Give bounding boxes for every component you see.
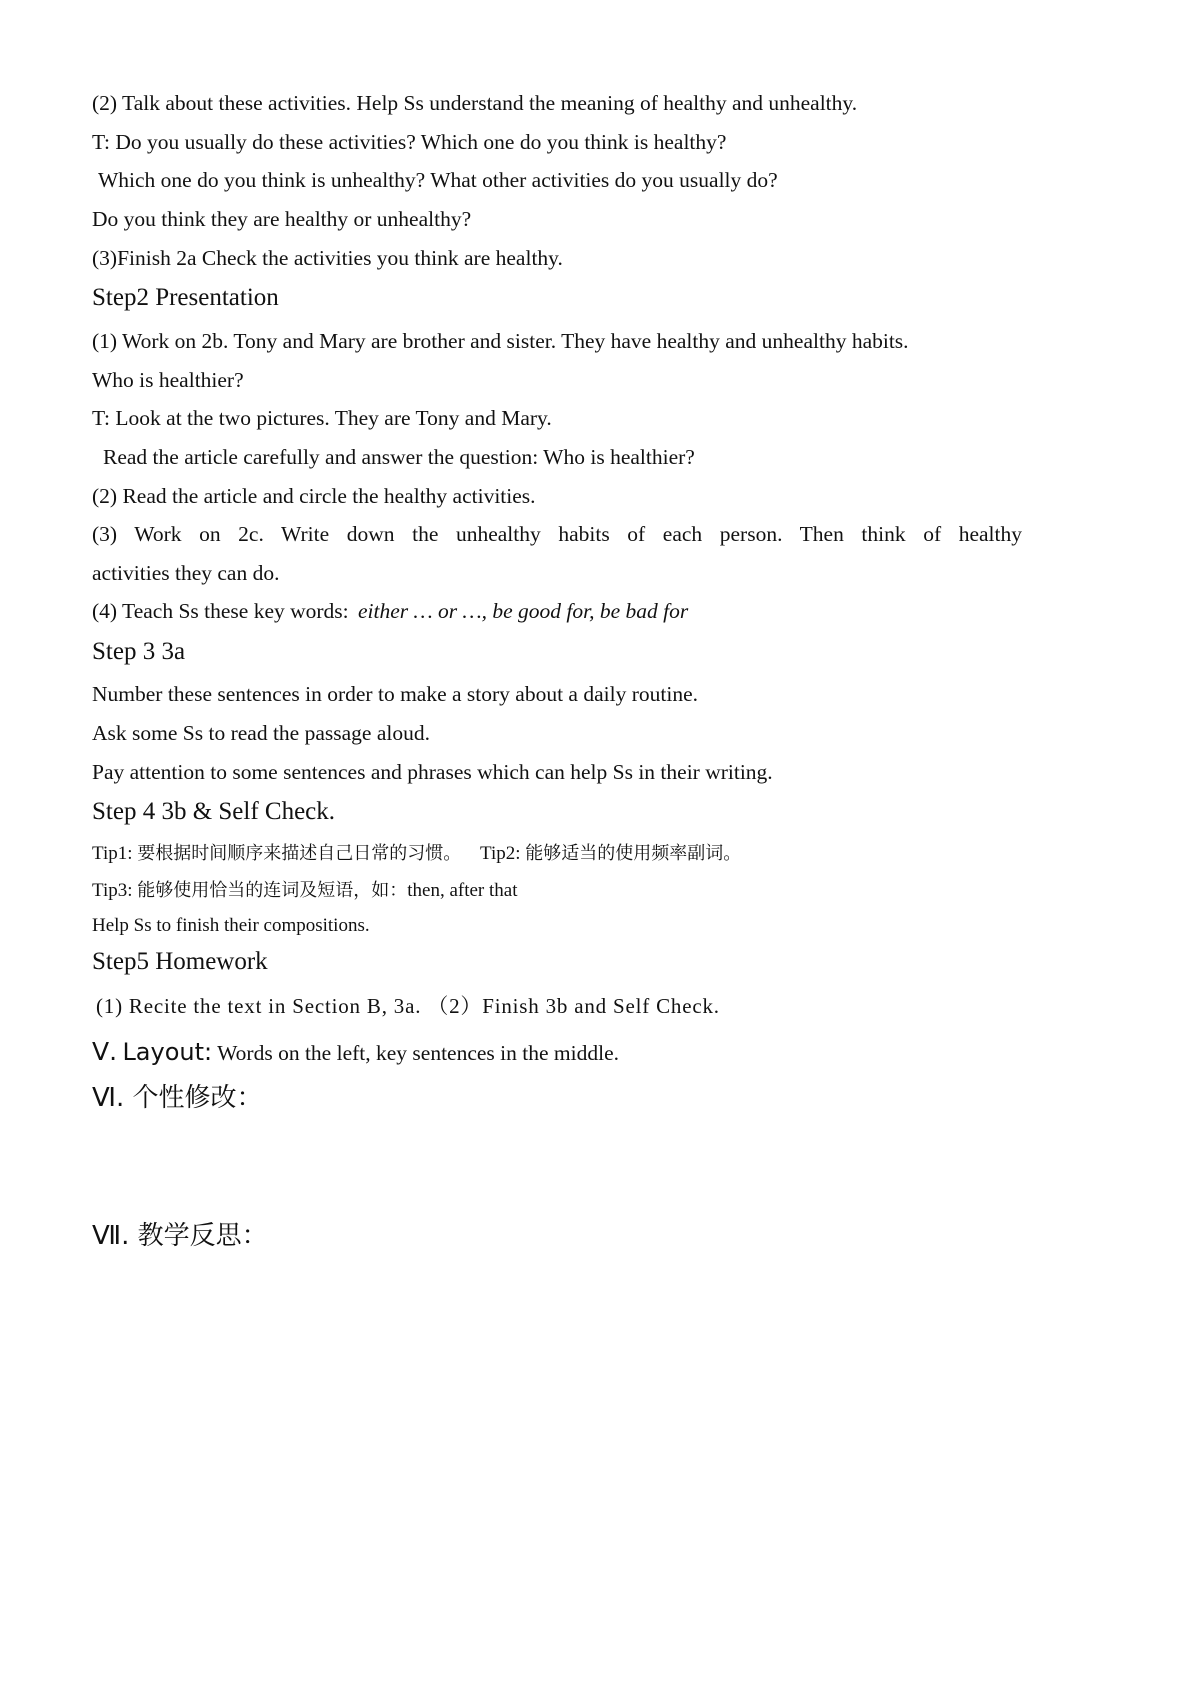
- text-line-work-on-2c: (3) Work on 2c. Write down the unhealthy habits of each person. Then think of healthy: [92, 522, 1022, 546]
- tips-line-1: [92, 842, 741, 866]
- section-vi-heading: Ⅵ. 个性修改：: [92, 1083, 263, 1113]
- text-line-healthy-or-unhealthy: Do you think they are healthy or unhealthy?: [92, 207, 472, 231]
- text-line-work-on-2b: (1) Work on 2b. Tony and Mary are brother and sister. They have healthy and unhealthy habits.: [92, 329, 909, 353]
- text-line-finish-2a: (3)Finish 2a Check the activities you think are healthy.: [92, 246, 563, 270]
- text-line-circle-activities: (2) Read the article and circle the healthy activities.: [92, 484, 536, 508]
- text-line-number-sentences: Number these sentences in order to make a story about a daily routine.: [92, 682, 698, 706]
- text-line-teacher-question: T: Do you usually do these activities? Which one do you think is healthy?: [92, 130, 727, 154]
- tip1-label: Tip1:: [92, 843, 138, 864]
- text-line-homework: (1) Recite the text in Section B, 3a. （2）Finish 3b and Self Check.: [96, 994, 720, 1018]
- text-line-read-carefully: Read the article carefully and answer the question: Who is healthier?: [103, 445, 695, 469]
- text-line-key-words: [92, 598, 688, 624]
- step4-heading: Step 4 3b & Self Check.: [92, 798, 336, 825]
- step3-heading: Step 3 3a: [92, 638, 186, 665]
- section-vii-heading: Ⅶ. 教学反思：: [92, 1221, 268, 1251]
- section-v-layout: [92, 1036, 619, 1068]
- key-words-italic: either … or …, be good for, be bad for: [358, 599, 689, 623]
- text-line-talk-activities: (2) Talk about these activities. Help Ss understand the meaning of healthy and unhealthy.: [92, 91, 858, 115]
- section-v-numeral: Ⅴ.: [92, 1037, 118, 1066]
- tip3-label: Tip3:: [92, 880, 138, 901]
- text-line-help-compositions: Help Ss to finish their compositions.: [92, 915, 370, 936]
- text-line-unhealthy-question: Which one do you think is unhealthy? What other activities do you usually do?: [98, 168, 778, 192]
- text-line-look-at-pictures: T: Look at the two pictures. They are Tony and Mary.: [92, 406, 552, 430]
- tip3-text: 能够使用恰当的连词及短语，如：: [137, 880, 408, 901]
- key-words-prefix: (4) Teach Ss these key words:: [92, 599, 349, 623]
- tip1-text: 要根据时间顺序来描述自己日常的习惯。: [137, 843, 462, 864]
- text-line-who-is-healthier: Who is healthier?: [92, 368, 244, 392]
- tip2-label: Tip2:: [480, 843, 526, 864]
- tip2-text: 能够适当的使用频率副词。: [525, 843, 742, 864]
- tip3-example: then, after that: [407, 880, 518, 901]
- section-v-text: Words on the left, key sentences in the middle.: [217, 1041, 619, 1065]
- step2-heading: Step2 Presentation: [92, 284, 279, 311]
- section-v-label: Layout:: [122, 1038, 213, 1066]
- text-line-pay-attention: Pay attention to some sentences and phrases which can help Ss in their writing.: [92, 760, 773, 784]
- text-line-read-aloud: Ask some Ss to read the passage aloud.: [92, 721, 430, 745]
- text-line-activities-they-can-do: activities they can do.: [92, 561, 280, 585]
- tips-line-2: [92, 879, 518, 903]
- step5-heading: Step5 Homework: [92, 948, 268, 975]
